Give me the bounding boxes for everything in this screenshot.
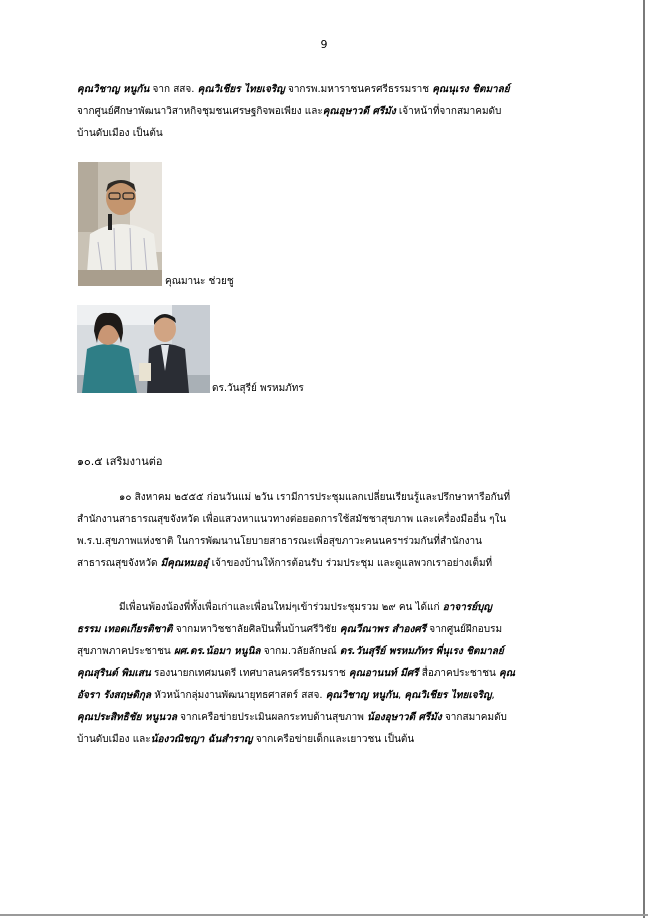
text-run: พ.ร.บ.สุขภาพแห่งชาติ ในการพัฒนานโยบายสาธารณะเพื่อสุขภาวะคนนครฯร่วมกันที่สำนักงาน — [77, 536, 482, 547]
text-run: สุขภาพภาคประชาชน — [77, 646, 174, 657]
meeting-paragraph — [77, 487, 569, 575]
participants-paragraph — [77, 597, 569, 751]
paragraph-line — [77, 707, 569, 729]
person-name: คุณวิเชียร ไทยเจริญ — [404, 690, 492, 701]
person-name: ผศ.ดร.น้อมา หนูนิล — [173, 646, 261, 657]
person-name: คุณประสิทธิชัย หนูนวล — [77, 712, 177, 723]
person-name: คุณอานนท์ มีศรี — [348, 668, 419, 679]
paragraph-line — [77, 509, 569, 531]
text-run: เจ้าหน้าที่จากสมาคมดับ — [395, 106, 502, 117]
paragraph-line — [77, 487, 569, 509]
page-border-right — [643, 0, 645, 918]
person-name: น้องอุษาวดี ศรีมัง — [367, 712, 442, 723]
text-run: มีเพื่อนพ้องน้องพี่ทั้งเพื่อเก่าและเพื่อนใหม่ๆเข้าร่วมประชุมรวม ๒๙ คน ได้แก่ — [119, 602, 443, 613]
person-name: ดร.วันสุรีย์ พรหมภัทร — [339, 646, 433, 657]
text-run: สำนักงานสาธารณสุขจังหวัด เพื่อแสวงหาแนวทางต่อยอดการใช้สมัชชาสุขภาพ และเครื่องมืออื่น ๆใน — [77, 514, 507, 525]
person-name: ธรรม เทอดเกียรติชาติ — [77, 624, 173, 635]
person-name: คุณวิชาญ หนูกัน — [77, 84, 150, 95]
paragraph-line — [77, 531, 569, 553]
text-run: บ้านดับเมือง และ — [77, 734, 151, 745]
text-run: เจ้าของบ้านให้การต้อนรับ ร่วมประชุม และดูแลพวกเราอย่างเต็มที่ — [208, 558, 493, 569]
person-name: คุณวิเชียร ไทยเจริญ — [197, 84, 285, 95]
paragraph-line — [77, 553, 569, 575]
text-run: ๑๐ สิงหาคม ๒๕๕๕ ก่อนวันแม่ ๒วัน เรามีการประชุมแลกเปลี่ยนเรียนรู้และปรึกษาหารือกันที่ — [119, 492, 511, 503]
person-name: คุณ — [499, 668, 515, 679]
text-run: จากเครือข่ายเด็กและเยาวชน เป็นต้น — [252, 734, 415, 745]
person-name: อัจรา รังสฤษดิกุล — [77, 690, 152, 701]
paragraph-line — [77, 729, 569, 751]
photo-caption: คุณมานะ ช่วยชู — [165, 276, 234, 287]
text-run: สื่อภาคประชาชน — [418, 668, 500, 679]
person-name: คุณนุเรง ชิตมาลย์ — [432, 84, 510, 95]
paragraph-line — [77, 79, 569, 101]
text-run: สาธารณสุขจังหวัด — [77, 558, 161, 569]
text-run: จาก สสจ. — [149, 84, 198, 95]
person-name: อาจารย์บุญ — [442, 602, 492, 613]
photo-speaker-with-microphone — [78, 162, 162, 286]
paragraph-line — [77, 123, 569, 145]
intro-paragraph — [77, 79, 569, 145]
text-run: จากรพ.มหาราชนครศรีธรรมราช — [284, 84, 433, 95]
person-name: คุณวิชาญ หนูกัน — [325, 690, 399, 701]
photo-two-people-holding-gift — [77, 305, 210, 393]
person-name: น้องวณิชญา ฉันสำราญ — [150, 734, 253, 745]
paragraph-line — [77, 663, 569, 685]
paragraph-line — [77, 597, 569, 619]
text-run: จากม.วลัยลักษณ์ — [260, 646, 340, 657]
section-heading: ๑๐.๕ เสริมงานต่อ — [77, 455, 163, 468]
paragraph-line — [77, 619, 569, 641]
page-border-bottom — [0, 914, 648, 916]
paragraph-line — [77, 101, 569, 123]
paragraph-line — [77, 685, 569, 707]
person-name: มีคุณหมออุ๋ — [160, 558, 209, 569]
page-number: 9 — [320, 38, 328, 51]
text-run: จากสมาคมดับ — [441, 712, 507, 723]
person-name: คุณสุรินต์ พิมเสน — [77, 668, 151, 679]
text-run: จากศูนย์ศึกษาพัฒนาวิสาหกิจชุมชนเศรษฐกิจพอเพียง และ — [77, 106, 323, 117]
text-run: บ้านดับเมือง เป็นต้น — [77, 128, 163, 139]
person-name: คุณวีณาพร สำองศรี — [339, 624, 427, 635]
text-run: หัวหน้ากลุ่มงานพัฒนายุทธศาสตร์ สสจ. — [151, 690, 326, 701]
paragraph-line — [77, 641, 569, 663]
text-run: , — [398, 690, 405, 701]
text-run: รองนายกเทศมนตรี เทศบาลนครศรีธรรมราช — [150, 668, 349, 679]
photo-caption: ดร.วันสุรีย์ พรหมภัทร — [212, 383, 304, 394]
person-name: คุณอุษาวดี ศรีมัง — [322, 106, 396, 117]
text-run: จากศูนย์ฝึกอบรม — [426, 624, 503, 635]
text-run: , — [491, 690, 495, 701]
person-name: พี่นุเรง ชิตมาลย์ — [435, 646, 504, 657]
text-run: จากเครือข่ายประเมินผลกระทบด้านสุขภาพ — [177, 712, 368, 723]
text-run: จากมหาวิชชาลัยศิลปินพื้นบ้านศรีวิชัย — [172, 624, 340, 635]
